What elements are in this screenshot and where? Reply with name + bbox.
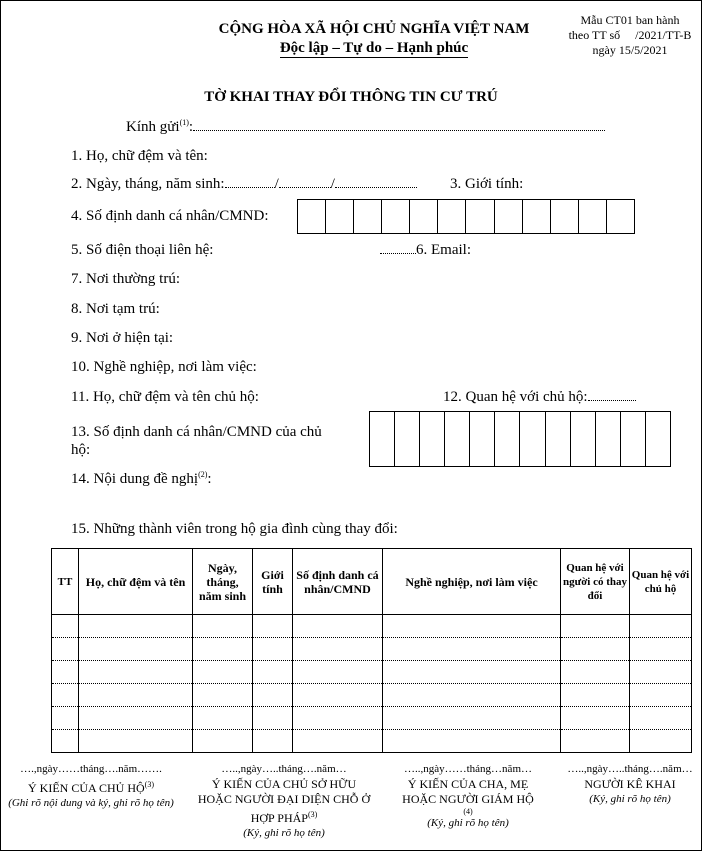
table-cell[interactable] (79, 684, 193, 707)
table-row (52, 661, 692, 684)
field-current-residence: 9. Nơi ở hiện tại: (71, 330, 174, 346)
table-cell[interactable] (561, 707, 630, 730)
field-owner-id-line2: hộ: (71, 442, 91, 458)
signature-title (2, 777, 180, 796)
table-cell[interactable] (561, 684, 630, 707)
table-cell[interactable] (383, 684, 561, 707)
col-dob: Ngày, tháng, năm sinh (193, 549, 253, 615)
dob-year-input[interactable] (335, 177, 417, 188)
table-cell[interactable] (52, 661, 79, 684)
table-cell[interactable] (52, 684, 79, 707)
id-digit-box[interactable] (607, 200, 634, 233)
relation-input[interactable] (588, 390, 636, 401)
id-digit-box[interactable] (470, 412, 495, 466)
table-cell[interactable] (561, 638, 630, 661)
signature-note: (4) (463, 807, 473, 816)
table-cell[interactable] (630, 730, 692, 753)
id-number-boxes[interactable] (297, 199, 635, 234)
field-household-head: 11. Họ, chữ đệm và tên chủ hộ: (71, 389, 259, 405)
id-digit-box[interactable] (495, 200, 523, 233)
table-cell[interactable] (383, 661, 561, 684)
table-cell[interactable] (193, 684, 253, 707)
table-cell[interactable] (293, 615, 383, 638)
signature-title: NGƯỜI KÊ KHAI (584, 777, 676, 791)
field-dob-row (71, 176, 417, 193)
signature-sub: (Ký, ghi rõ họ tên) (243, 827, 325, 839)
table-cell[interactable] (193, 661, 253, 684)
id-digit-box[interactable] (298, 200, 326, 233)
signature-note: (3) (307, 810, 318, 819)
id-digit-box[interactable] (382, 200, 410, 233)
id-digit-box[interactable] (596, 412, 621, 466)
table-cell[interactable] (630, 638, 692, 661)
field-email: 6. Email: (416, 242, 471, 258)
signature-declarant (560, 762, 700, 807)
table-cell[interactable] (253, 615, 293, 638)
form-code-line2: theo TT số /2021/TT-B (568, 28, 692, 42)
motto-text: Độc lập – Tự do – Hạnh phúc (279, 40, 469, 56)
addressee-note: (1) (179, 118, 189, 127)
id-digit-box[interactable] (546, 412, 571, 466)
id-digit-box[interactable] (466, 200, 494, 233)
field-request-colon: : (207, 471, 212, 487)
field-full-name: 1. Họ, chữ đệm và tên: (71, 148, 208, 164)
field-phone: 5. Số điện thoại liên hệ: (71, 242, 214, 258)
signature-title-text: Ý KIẾN CỦA CHỦ SỞ HỮU HOẶC NGƯỜI ĐẠI DIỆN CHỖ Ở HỢP PHÁP (197, 777, 371, 825)
id-digit-box[interactable] (551, 200, 579, 233)
field-gender: 3. Giới tính: (450, 176, 524, 192)
table-cell[interactable] (630, 615, 692, 638)
table-cell[interactable] (253, 730, 293, 753)
form-title: TỜ KHAI THAY ĐỔI THÔNG TIN CƯ TRÚ (204, 89, 498, 105)
id-digit-box[interactable] (410, 200, 438, 233)
table-cell[interactable] (630, 661, 692, 684)
table-cell[interactable] (293, 707, 383, 730)
field-dob-label: 2. Ngày, tháng, năm sinh: (71, 176, 225, 192)
id-digit-box[interactable] (579, 200, 607, 233)
signature-date: ….,ngày……tháng….năm……. (20, 763, 162, 775)
signature-sub: (Ký, ghi rõ họ tên) (589, 793, 671, 805)
signature-guardian (380, 762, 556, 831)
dob-sep-1: / (274, 176, 279, 192)
field-request-row (71, 470, 212, 488)
form-code (560, 13, 700, 58)
signature-note: (3) (144, 780, 154, 789)
addressee-input[interactable] (193, 120, 605, 131)
signature-title (380, 777, 556, 807)
field-request-note: (2) (198, 470, 208, 479)
addressee-label: Kính gửi (126, 119, 180, 135)
table-cell[interactable] (383, 615, 561, 638)
table-cell[interactable] (79, 615, 193, 638)
dob-sep-2: / (330, 176, 335, 192)
col-gender: Giới tính (253, 549, 293, 615)
motto (200, 40, 548, 57)
table-cell[interactable] (630, 707, 692, 730)
table-cell[interactable] (561, 661, 630, 684)
table-cell[interactable] (79, 707, 193, 730)
table-cell[interactable] (193, 730, 253, 753)
field-temporary-residence: 8. Nơi tạm trú: (71, 301, 160, 317)
signature-title (196, 777, 372, 826)
signature-sub: (Ghi rõ nội dung và ký, ghi rõ họ tên) (8, 797, 174, 809)
table-row (52, 730, 692, 753)
table-cell[interactable] (253, 707, 293, 730)
signature-owner (196, 762, 372, 841)
members-table-header (52, 549, 692, 615)
field-occupation: 10. Nghề nghiệp, nơi làm việc: (71, 359, 257, 375)
signature-date: …..,ngày…..tháng….năm… (221, 763, 347, 775)
table-cell[interactable] (253, 684, 293, 707)
table-cell[interactable] (293, 730, 383, 753)
id-digit-box[interactable] (326, 200, 354, 233)
owner-id-boxes[interactable] (369, 411, 671, 467)
addressee-row: Kính gửi$^{(1)}$: (126, 118, 605, 136)
id-digit-box[interactable] (621, 412, 646, 466)
form-code-line1: Mẫu CT01 ban hành (580, 13, 680, 27)
table-cell[interactable] (561, 615, 630, 638)
signature-date: …..,ngày…..tháng….năm… (567, 763, 693, 775)
table-row (52, 684, 692, 707)
field-owner-id (71, 423, 322, 459)
signature-date: …..,ngày……tháng…năm… (403, 763, 532, 775)
form-code-line3: ngày 15/5/2021 (592, 43, 668, 57)
id-digit-box[interactable] (571, 412, 596, 466)
col-full-name: Họ, chữ đệm và tên (79, 549, 193, 615)
id-digit-box[interactable] (646, 412, 670, 466)
table-cell[interactable] (630, 684, 692, 707)
table-cell[interactable] (52, 707, 79, 730)
phone-input[interactable] (380, 243, 416, 254)
table-cell[interactable] (52, 730, 79, 753)
members-table (51, 548, 692, 753)
col-relation-changer: Quan hệ với người có thay đổi (561, 549, 630, 615)
table-cell[interactable] (52, 615, 79, 638)
table-cell[interactable] (383, 730, 561, 753)
id-digit-box[interactable] (395, 412, 420, 466)
field-request: 14. Nội dung đề nghị (71, 471, 199, 487)
field-members: 15. Những thành viên trong hộ gia đình cùng thay đổi: (71, 521, 398, 537)
signature-title-text: Ý KIẾN CỦA CHỦ HỘ (28, 781, 145, 795)
table-cell[interactable] (193, 638, 253, 661)
id-digit-box[interactable] (370, 412, 395, 466)
field-relation: 12. Quan hệ với chủ hộ: (443, 389, 588, 405)
table-row (52, 707, 692, 730)
id-digit-box[interactable] (523, 200, 551, 233)
field-permanent-residence: 7. Nơi thường trú: (71, 271, 180, 287)
signature-household-head (2, 762, 180, 811)
table-cell[interactable] (383, 638, 561, 661)
table-cell[interactable] (293, 684, 383, 707)
col-no: TT (52, 549, 79, 615)
field-email-row (380, 242, 471, 259)
table-cell[interactable] (193, 707, 253, 730)
table-cell[interactable] (561, 730, 630, 753)
id-digit-box[interactable] (354, 200, 382, 233)
table-row (52, 615, 692, 638)
table-cell[interactable] (79, 638, 193, 661)
table-cell[interactable] (383, 707, 561, 730)
col-id-number: Số định danh cá nhân/CMND (293, 549, 383, 615)
field-relation-row (443, 389, 636, 406)
table-cell[interactable] (253, 661, 293, 684)
id-digit-box[interactable] (420, 412, 445, 466)
signature-sub: (Ký, ghi rõ họ tên) (427, 817, 509, 829)
id-digit-box[interactable] (438, 200, 466, 233)
table-cell[interactable] (52, 638, 79, 661)
table-cell[interactable] (79, 730, 193, 753)
field-owner-id-line1: 13. Số định danh cá nhân/CMND của chủ (71, 424, 322, 440)
table-cell[interactable] (193, 615, 253, 638)
dob-month-input[interactable] (279, 177, 331, 188)
table-row (52, 638, 692, 661)
col-relation-head: Quan hệ với chủ hộ (630, 549, 692, 615)
signature-title-text: Ý KIẾN CỦA CHA, MẸ HOẶC NGƯỜI GIÁM HỘ (402, 777, 534, 806)
id-digit-box[interactable] (495, 412, 520, 466)
dob-day-input[interactable] (225, 177, 275, 188)
col-occupation: Nghề nghiệp, nơi làm việc (383, 549, 561, 615)
id-digit-box[interactable] (520, 412, 545, 466)
field-id-number: 4. Số định danh cá nhân/CMND: (71, 208, 269, 224)
table-cell[interactable] (293, 661, 383, 684)
table-cell[interactable] (253, 638, 293, 661)
id-digit-box[interactable] (445, 412, 470, 466)
country-name: CỘNG HÒA XÃ HỘI CHỦ NGHĨA VIỆT NAM (218, 21, 530, 37)
table-cell[interactable] (79, 661, 193, 684)
table-cell[interactable] (293, 638, 383, 661)
